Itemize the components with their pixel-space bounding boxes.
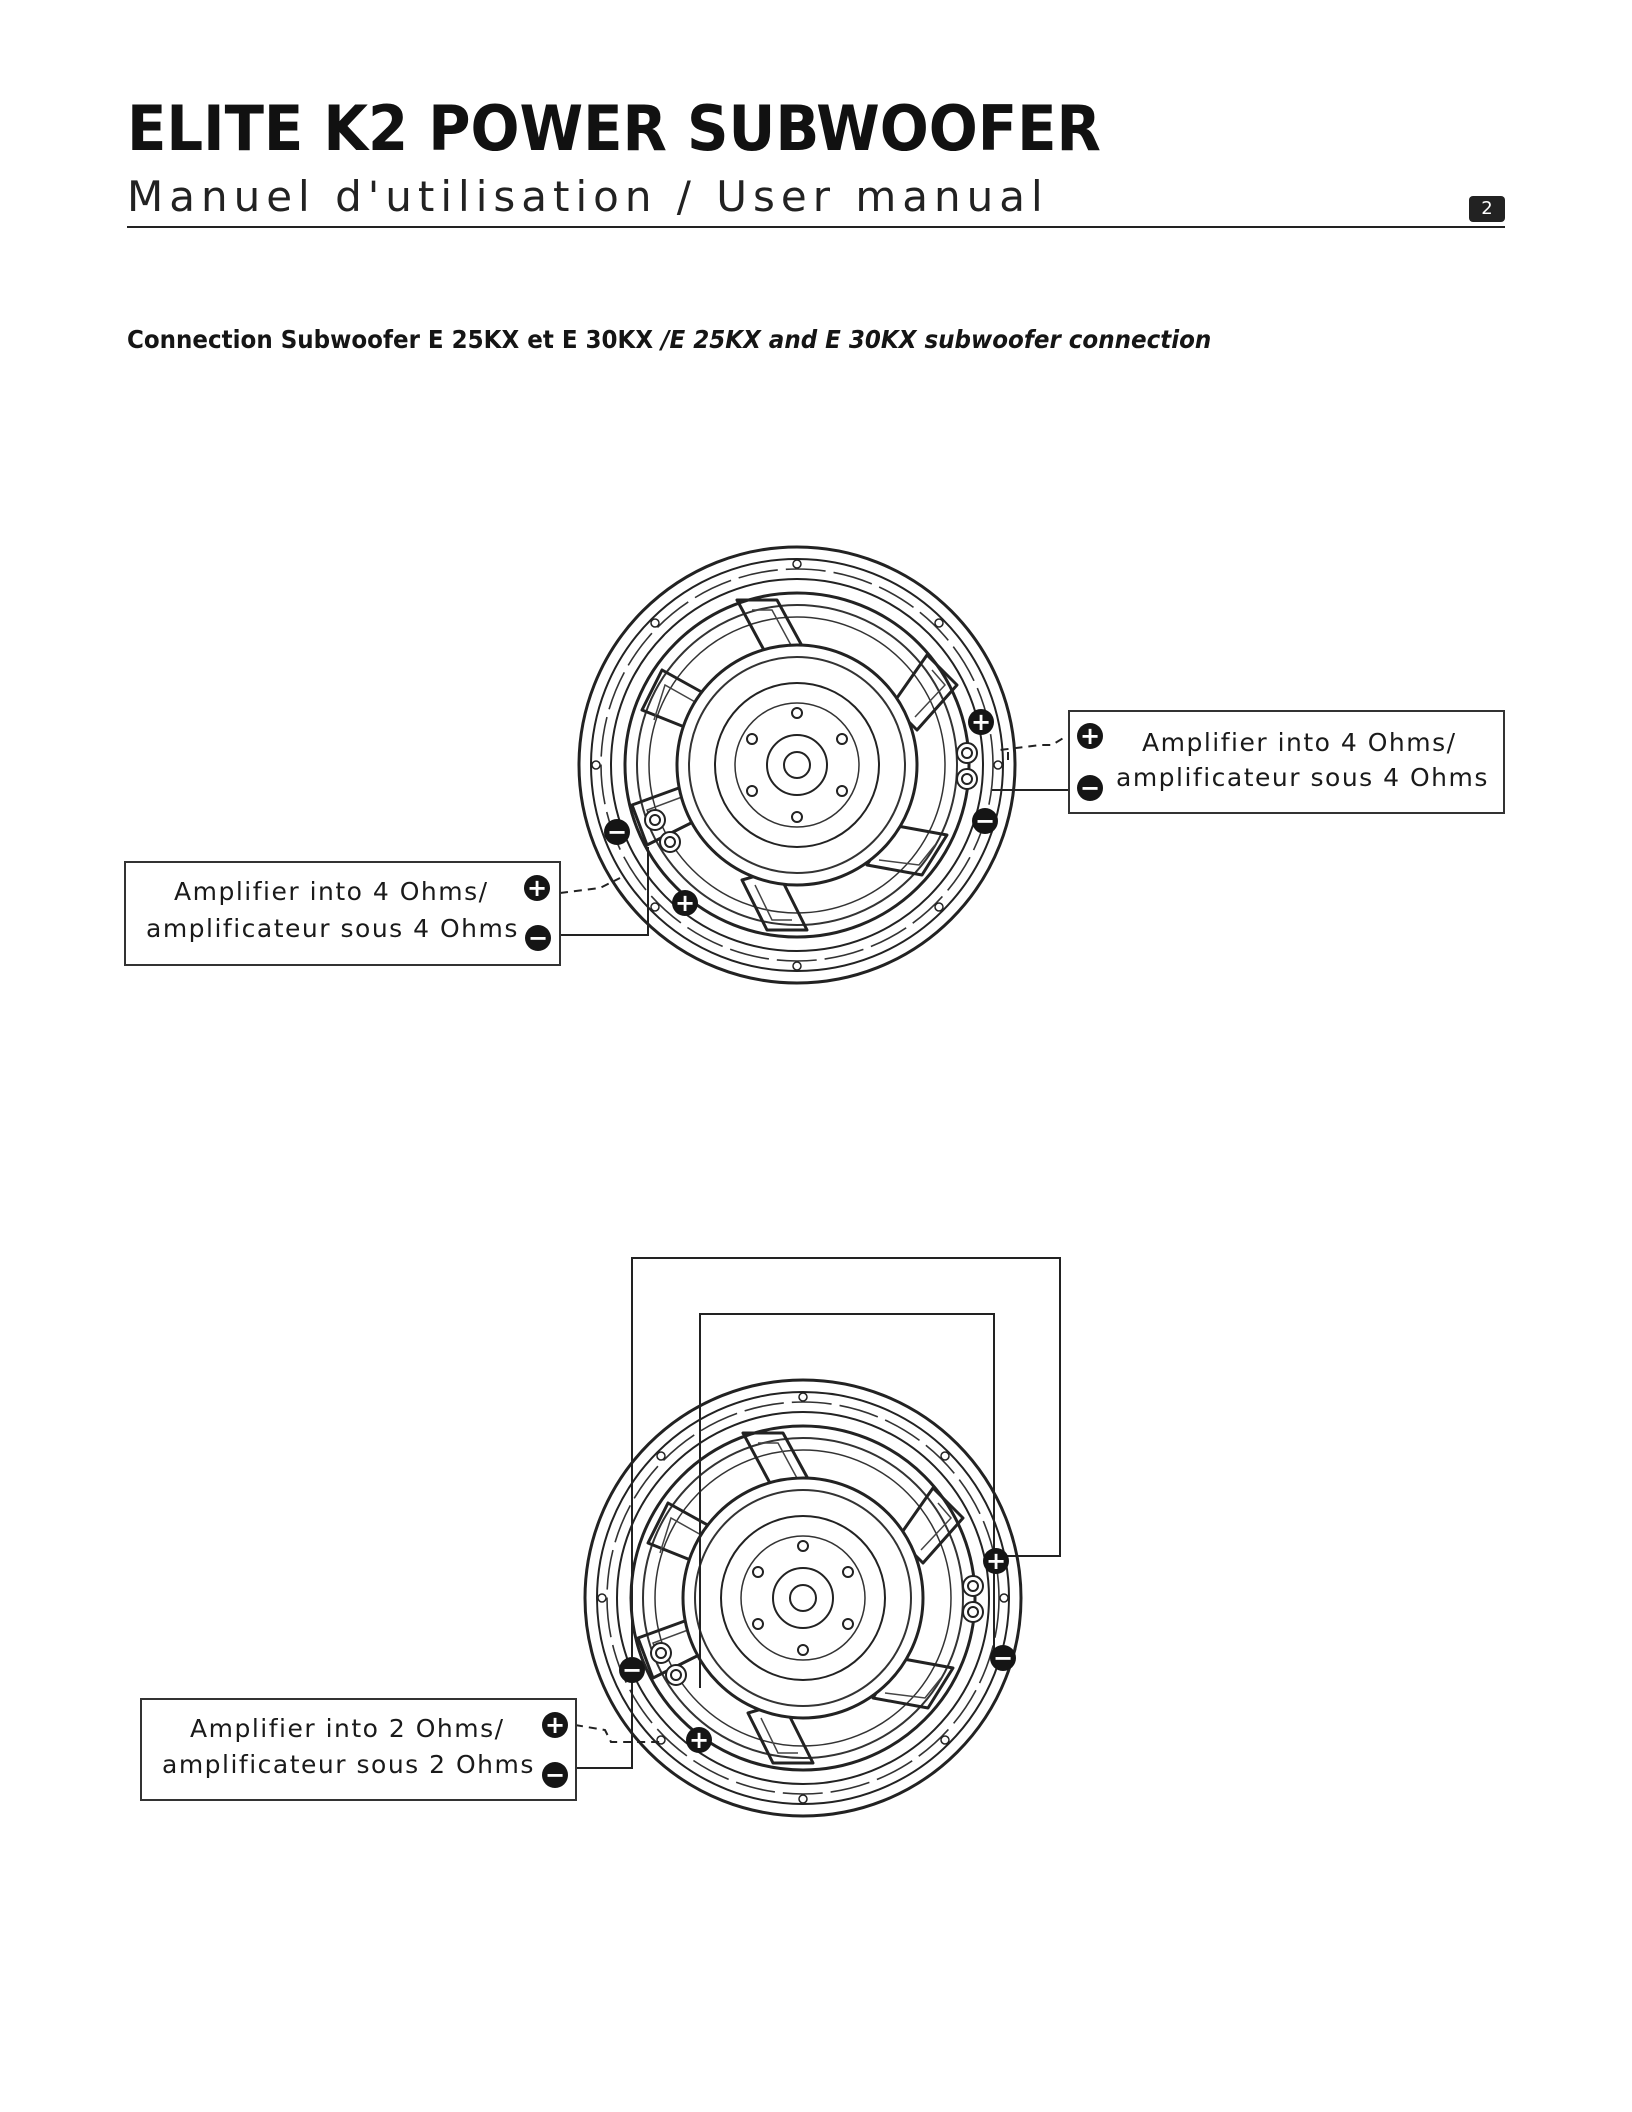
callout-bottom bbox=[140, 1698, 577, 1801]
page-subtitle: Manuel d'utilisation / User manual bbox=[127, 172, 1049, 221]
woofer-top bbox=[579, 547, 1015, 983]
minus-terminal-icon: − bbox=[972, 808, 998, 834]
minus-terminal-icon: − bbox=[525, 925, 551, 951]
plus-terminal-icon: + bbox=[968, 709, 994, 735]
minus-terminal-icon: − bbox=[604, 819, 630, 845]
plus-terminal-icon: + bbox=[686, 1727, 712, 1753]
plus-terminal-icon: + bbox=[1077, 723, 1103, 749]
plus-terminal-icon: + bbox=[542, 1712, 568, 1738]
section-heading-en: /E 25KX and E 30KX subwoofer connection bbox=[661, 325, 1212, 354]
callout-line-1: Amplifier into 4 Ohms/ bbox=[174, 877, 489, 906]
woofer-bottom bbox=[585, 1380, 1021, 1816]
page-title: ELITE K2 POWER SUBWOOFER bbox=[127, 92, 1101, 165]
callout-line-2: amplificateur sous 4 Ohms bbox=[1116, 763, 1489, 792]
minus-terminal-icon: − bbox=[990, 1645, 1016, 1671]
callout-line-2: amplificateur sous 2 Ohms bbox=[162, 1750, 535, 1779]
minus-terminal-icon: − bbox=[542, 1762, 568, 1788]
plus-terminal-icon: + bbox=[983, 1548, 1009, 1574]
minus-terminal-icon: − bbox=[619, 1657, 645, 1683]
minus-terminal-icon: − bbox=[1077, 775, 1103, 801]
plus-terminal-icon: + bbox=[524, 875, 550, 901]
callout-line-1: Amplifier into 2 Ohms/ bbox=[190, 1714, 505, 1743]
callout-top-left bbox=[124, 861, 561, 966]
callout-top-right bbox=[1068, 710, 1505, 814]
section-heading-fr: Connection Subwoofer E 25KX et E 30KX bbox=[127, 325, 662, 354]
page-number-badge: 2 bbox=[1469, 196, 1505, 222]
plus-terminal-icon: + bbox=[672, 890, 698, 916]
callout-line-2: amplificateur sous 4 Ohms bbox=[146, 914, 519, 943]
callout-line-1: Amplifier into 4 Ohms/ bbox=[1142, 728, 1457, 757]
